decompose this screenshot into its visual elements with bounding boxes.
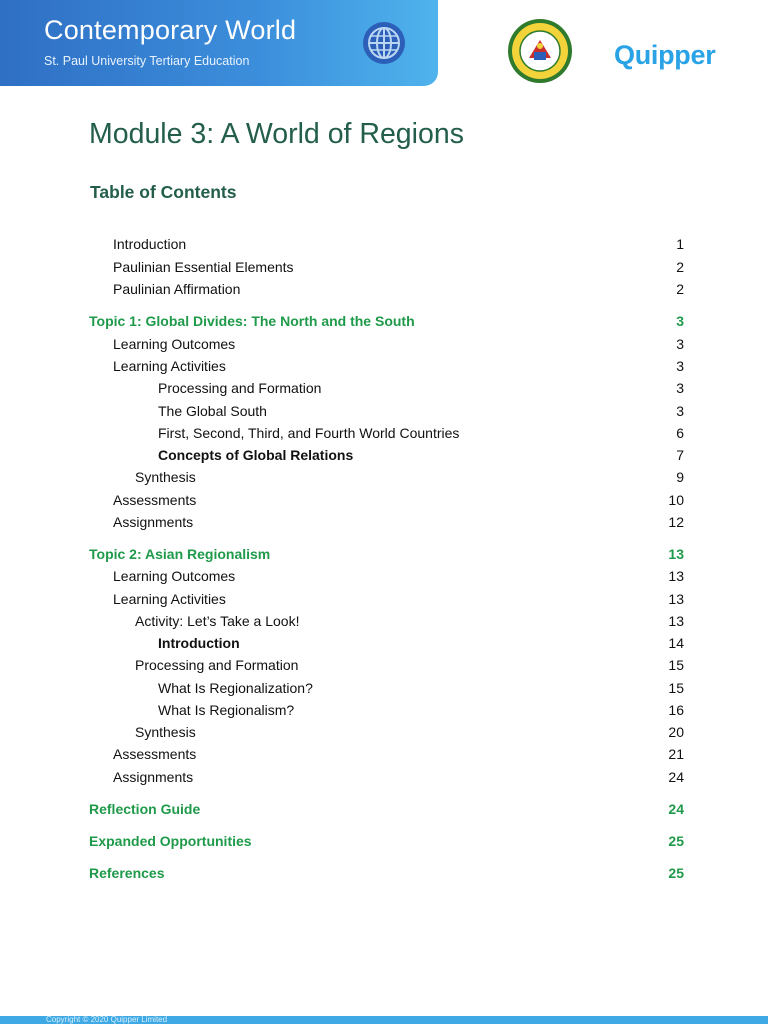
toc-entry-label: Concepts of Global Relations (158, 447, 354, 463)
toc-entry-label: Introduction (113, 236, 187, 252)
toc-entry[interactable] (0, 445, 768, 465)
toc-entry[interactable] (0, 611, 768, 631)
toc-entry-label: Assessments (113, 492, 197, 508)
toc-entry-page: 21 (668, 746, 684, 762)
toc-entry[interactable] (0, 279, 768, 299)
toc-topic-1[interactable] (0, 311, 768, 331)
toc-entry[interactable] (0, 566, 768, 586)
toc-entry-page: 3 (676, 336, 684, 352)
toc-entry-label: Learning Activities (113, 591, 226, 607)
toc-entry[interactable] (0, 744, 768, 764)
toc-entry[interactable] (0, 378, 768, 398)
toc-references[interactable] (0, 863, 768, 883)
toc-entry-label: Assignments (113, 769, 194, 785)
toc-entry-label: Synthesis (135, 469, 196, 485)
toc-entry-label: What Is Regionalism? (158, 702, 295, 718)
toc-entry-label: The Global South (158, 403, 267, 419)
toc-entry[interactable] (0, 423, 768, 443)
toc-entry-label: Topic 1: Global Divides: The North and the South (89, 313, 415, 329)
toc-entry-label: Synthesis (135, 724, 196, 740)
toc-entry-page: 1 (676, 236, 684, 252)
toc-entry[interactable] (0, 700, 768, 720)
toc-entry[interactable] (0, 334, 768, 354)
toc-entry-page: 3 (676, 403, 684, 419)
toc-expanded-opportunities[interactable] (0, 831, 768, 851)
toc-entry-page: 3 (676, 313, 684, 329)
toc-entry-page: 15 (668, 680, 684, 696)
toc-entry-label: Assessments (113, 746, 197, 762)
toc-entry[interactable] (0, 356, 768, 376)
module-title: Module 3: A World of Regions (89, 118, 464, 150)
toc-entry-label: Introduction (158, 635, 240, 651)
toc-entry-label: Reflection Guide (89, 801, 201, 817)
toc-entry-page: 16 (668, 702, 684, 718)
toc-entry-page: 3 (676, 380, 684, 396)
toc-entry-page: 12 (668, 514, 684, 530)
footer-copyright: Copyright © 2020 Quipper Limited (46, 1015, 168, 1024)
toc-entry-page: 9 (676, 469, 684, 485)
toc-entry[interactable] (0, 234, 768, 254)
toc-entry-page: 24 (668, 769, 684, 785)
toc-entry-label: Topic 2: Asian Regionalism (89, 546, 271, 562)
toc-entry-page: 13 (668, 613, 684, 629)
toc-entry[interactable] (0, 678, 768, 698)
toc-reflection-guide[interactable] (0, 799, 768, 819)
toc-entry-label: What Is Regionalization? (158, 680, 313, 696)
toc-entry[interactable] (0, 490, 768, 510)
toc-title: Table of Contents (90, 182, 237, 202)
toc-entry-page: 24 (668, 801, 684, 817)
toc-entry[interactable] (0, 767, 768, 787)
toc-entry[interactable] (0, 401, 768, 421)
toc-entry-page: 3 (676, 358, 684, 374)
toc-entry-label: Activity: Let’s Take a Look! (135, 613, 300, 629)
toc-entry-label: Processing and Formation (158, 380, 322, 396)
toc-entry-label: Learning Outcomes (113, 336, 236, 352)
toc-entry-label: References (89, 865, 165, 881)
course-title: Contemporary World (44, 15, 297, 45)
toc-entry-label: Paulinian Affirmation (113, 281, 241, 297)
toc-entry[interactable] (0, 257, 768, 277)
toc-entry[interactable] (0, 512, 768, 532)
toc-entry[interactable] (0, 467, 768, 487)
toc-entry-page: 13 (668, 546, 684, 562)
toc-entry-label: First, Second, Third, and Fourth World Countries (158, 425, 460, 441)
toc-entry[interactable] (0, 633, 768, 653)
toc-entry[interactable] (0, 655, 768, 675)
toc-entry-page: 7 (676, 447, 684, 463)
toc-entry-page: 13 (668, 568, 684, 584)
toc-entry[interactable] (0, 722, 768, 742)
toc-entry-page: 10 (668, 492, 684, 508)
course-subtitle: St. Paul University Tertiary Education (44, 54, 250, 68)
toc-entry-page: 25 (668, 833, 684, 849)
toc-entry-page: 6 (676, 425, 684, 441)
toc-entry-page: 2 (676, 281, 684, 297)
toc-entry-label: Paulinian Essential Elements (113, 259, 294, 275)
toc-entry-label: Learning Activities (113, 358, 226, 374)
toc-entry-page: 15 (668, 657, 684, 673)
toc-entry-page: 2 (676, 259, 684, 275)
toc-entry-label: Learning Outcomes (113, 568, 236, 584)
toc-entry-page: 20 (668, 724, 684, 740)
toc-entry-page: 13 (668, 591, 684, 607)
toc-entry[interactable] (0, 589, 768, 609)
toc-entry-page: 25 (668, 865, 684, 881)
quipper-logo: Quipper (614, 40, 716, 70)
toc-topic-2[interactable] (0, 544, 768, 564)
toc-entry-label: Assignments (113, 514, 194, 530)
toc-entry-label: Expanded Opportunities (89, 833, 252, 849)
toc-entry-page: 14 (668, 635, 684, 651)
toc-entry-label: Processing and Formation (135, 657, 299, 673)
